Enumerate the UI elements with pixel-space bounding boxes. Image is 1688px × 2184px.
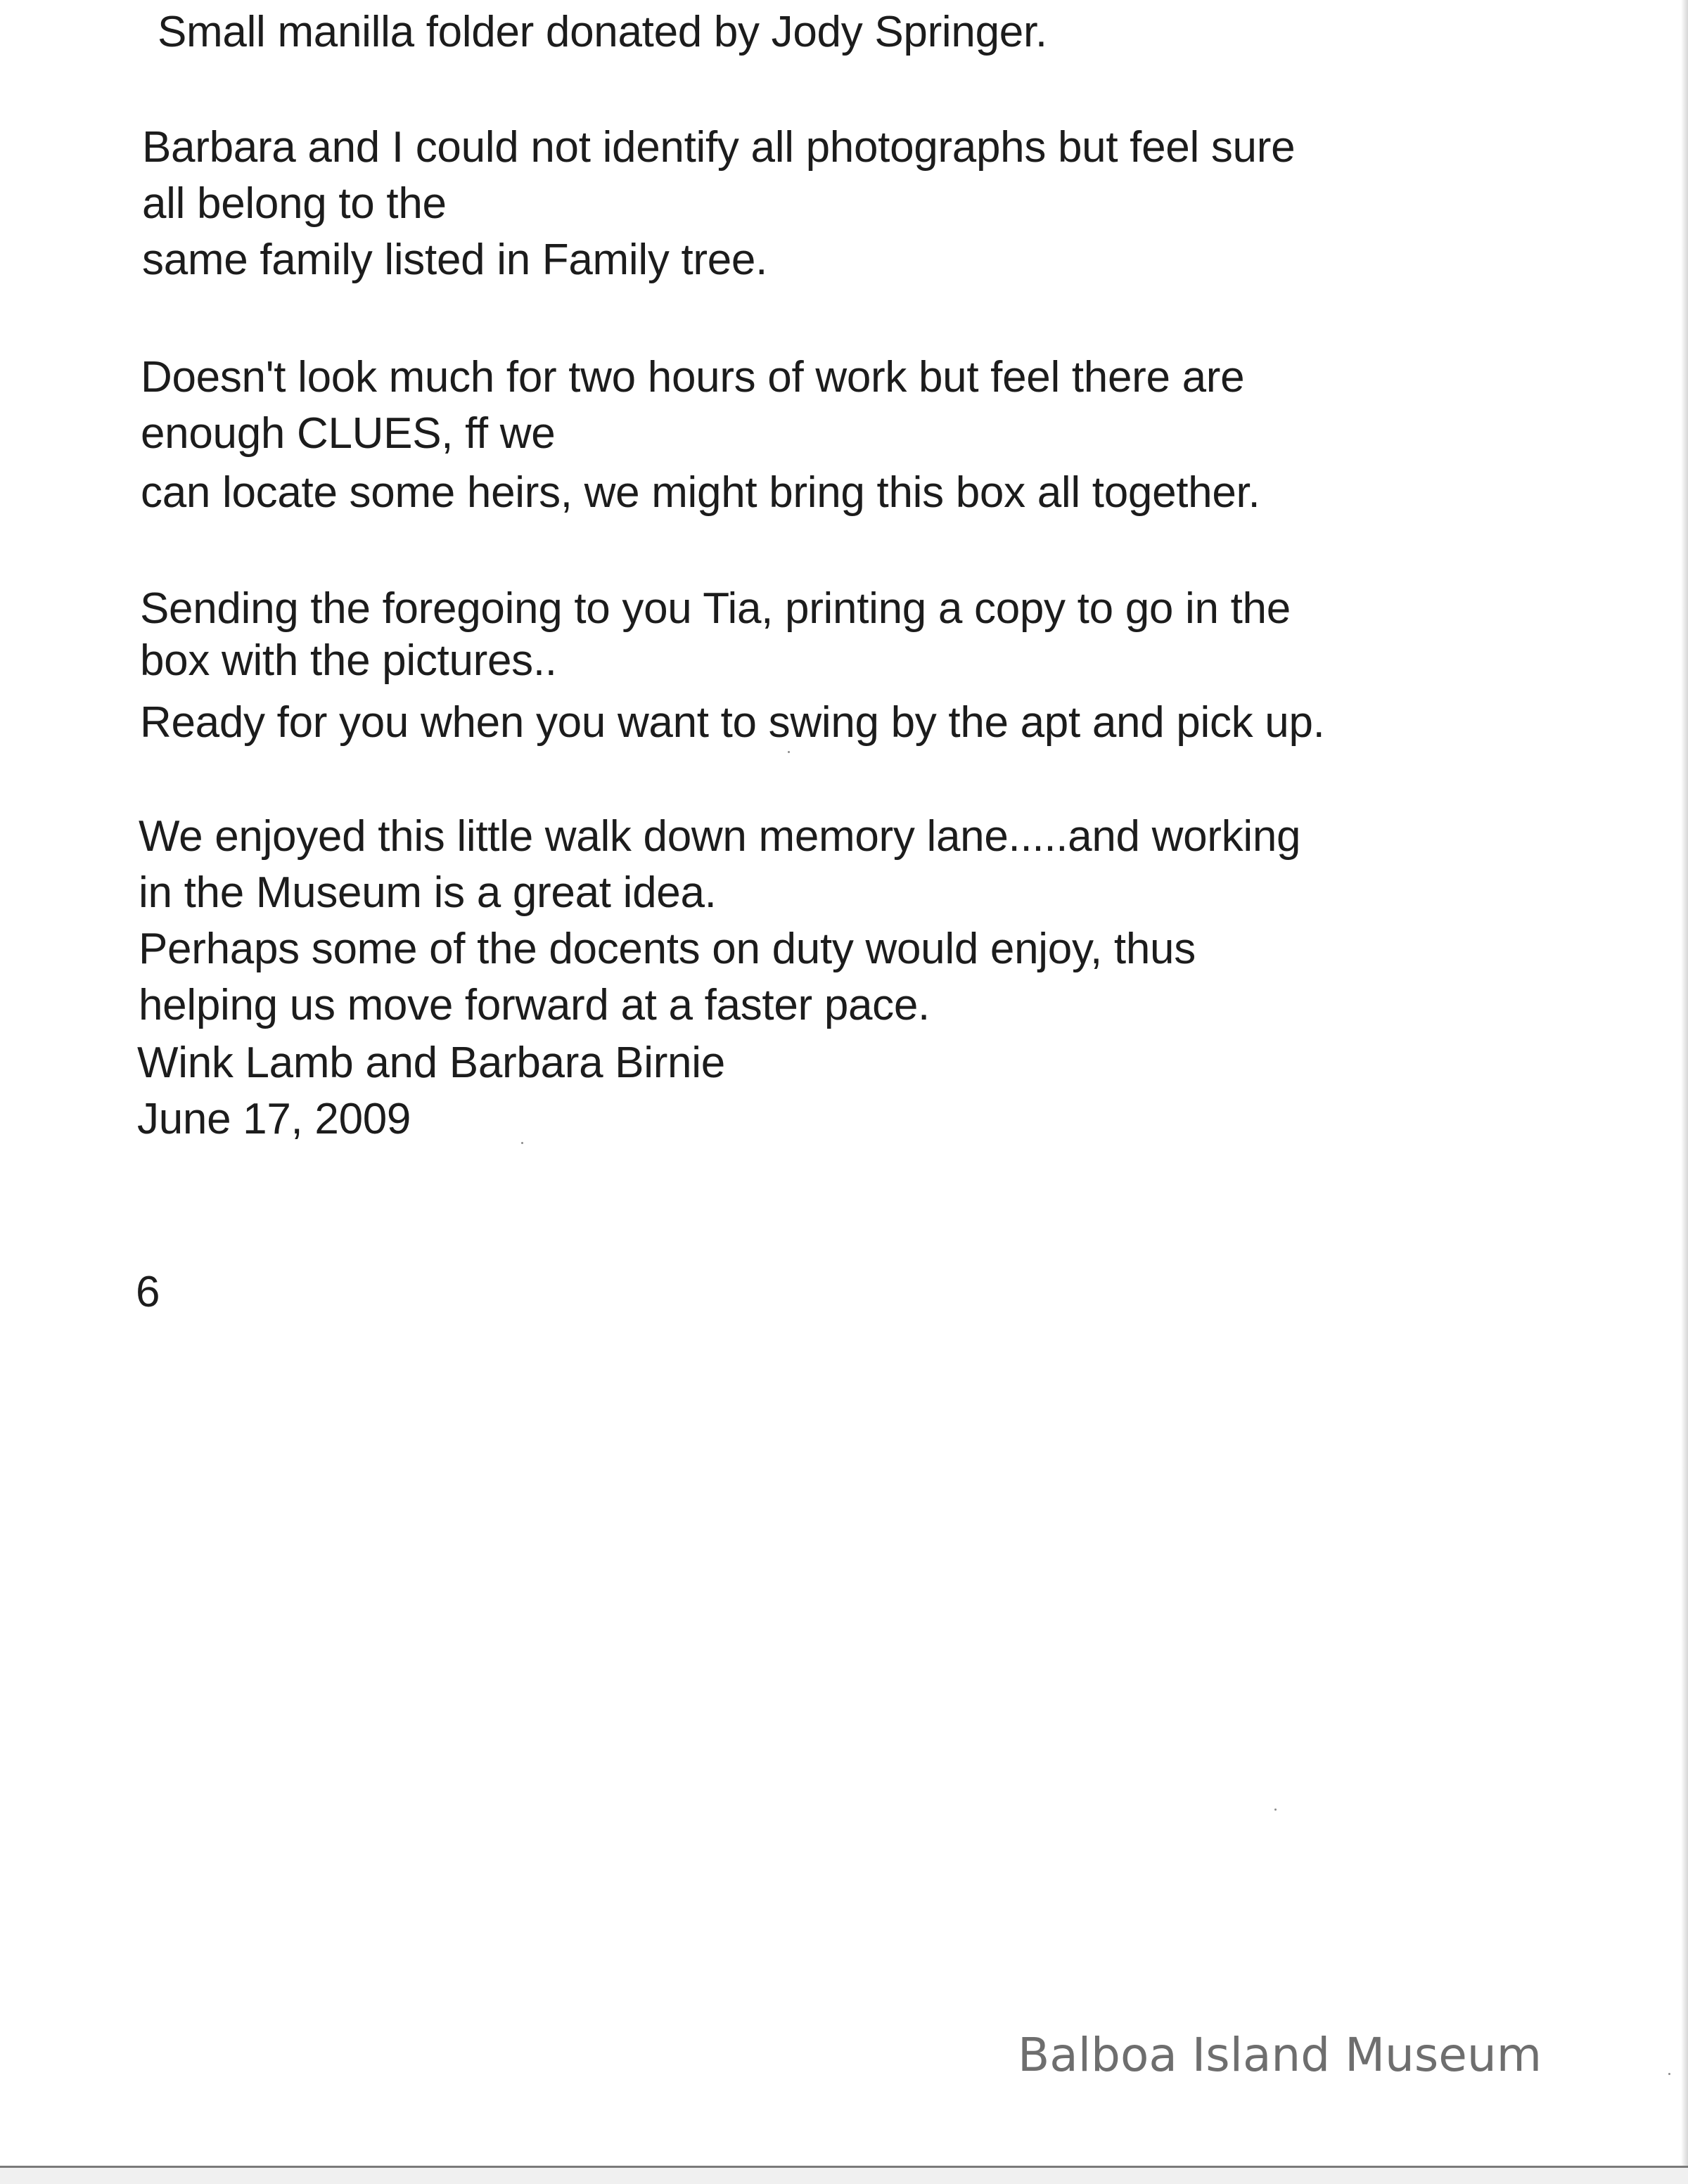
date-line: June 17, 2009	[137, 1095, 411, 1143]
paragraph-4-line-1: We enjoyed this little walk down memory lane.....and working	[139, 812, 1301, 861]
scan-speck	[1274, 1809, 1277, 1811]
paragraph-1-line-1: Barbara and I could not identify all photographs but feel sure	[142, 123, 1296, 172]
scan-speck	[788, 751, 790, 753]
paragraph-3-line-2: box with the pictures..	[140, 636, 557, 685]
paragraph-1-line-2: all belong to the	[142, 179, 447, 228]
page-edge-shadow	[1681, 0, 1688, 2184]
scan-speck	[521, 1142, 523, 1144]
paragraph-4-line-4: helping us move forward at a faster pace.	[139, 981, 930, 1029]
paragraph-4-line-2: in the Museum is a great idea.	[139, 868, 717, 917]
page-number: 6	[136, 1268, 160, 1316]
scan-speck	[1668, 2073, 1670, 2075]
paragraph-2-line-2: enough CLUES, ff we	[141, 409, 556, 458]
paragraph-3-line-1: Sending the foregoing to you Tia, printing a copy to go in the	[140, 584, 1291, 633]
paragraph-3-line-3: Ready for you when you want to swing by the apt and pick up.	[140, 698, 1325, 747]
paragraph-2-line-3: can locate some heirs, we might bring this box all together.	[141, 468, 1260, 517]
scan-bottom-margin	[0, 2168, 1688, 2184]
paragraph-2-line-1: Doesn't look much for two hours of work but feel there are	[141, 353, 1245, 402]
paragraph-1-line-3: same family listed in Family tree.	[142, 236, 768, 284]
paragraph-4-line-3: Perhaps some of the docents on duty would enjoy, thus	[139, 925, 1196, 973]
signature-line: Wink Lamb and Barbara Birnie	[137, 1039, 725, 1087]
museum-watermark: Balboa Island Museum	[1018, 2028, 1542, 2082]
intro-line: Small manilla folder donated by Jody Springer.	[158, 8, 1047, 56]
